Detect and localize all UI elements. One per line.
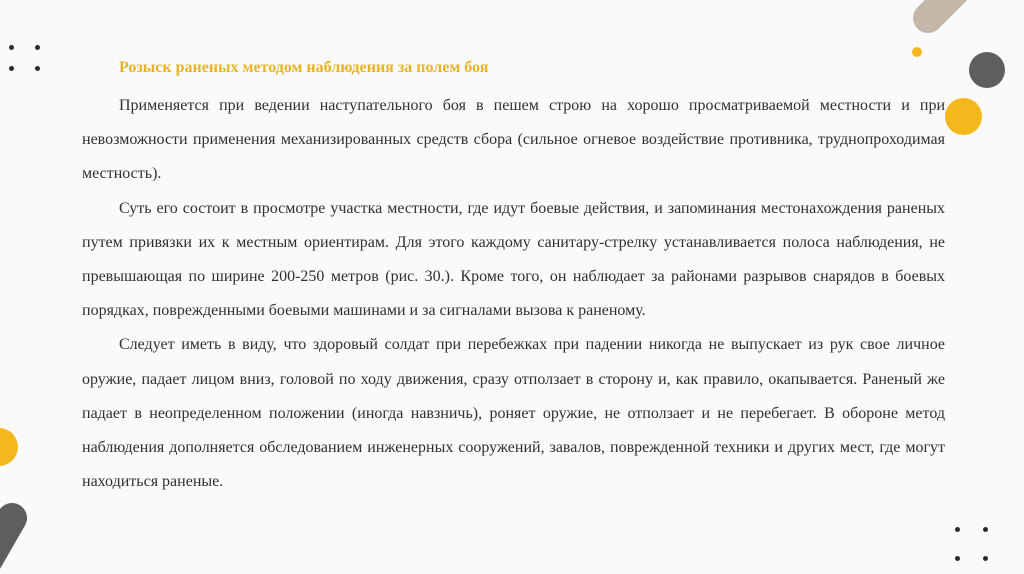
- slide-heading: Розыск раненых методом наблюдения за полем боя: [119, 59, 489, 76]
- decor-dot: [955, 527, 960, 532]
- slide-content: [82, 55, 945, 499]
- yellow-half-circle-left: [0, 428, 18, 466]
- decor-dot: [955, 556, 960, 561]
- decor-dot: [35, 45, 40, 50]
- decor-dot: [983, 527, 988, 532]
- gray-circle: [969, 52, 1005, 88]
- paragraph-distinction: Следует иметь в виду, что здоровый солдат при перебежках при падении никогда не выпускает из рук свое личное оружие, падает лицом вниз, головой по ходу движения, сразу отползает в сторону и, как правило, окапывается. Раненый же падает в неопределенном положении (иногда навзничь), роняет оружие, не отползает и не перебегает. В обороне метод наблюдения дополняется обследованием инженерных сооружений, завалов, поврежденной техники и других мест, где могут находиться раненые.: [82, 336, 945, 491]
- decor-dot: [983, 556, 988, 561]
- gray-pill-shape: [0, 480, 50, 574]
- decor-dot: [9, 66, 14, 71]
- decor-dot: [9, 45, 14, 50]
- decor-dot: [35, 66, 40, 71]
- paragraph-essence: Суть его состоит в просмотре участка местности, где идут боевые действия, и запоминания местонахождения раненых путем привязки их к местным ориентирам. Для этого каждому санитару-стрелку устанавливается полоса наблюдения, не превышающая по ширине 200-250 метров (рис. 30.). Кроме того, он наблюдает за районами разрывов снарядов в боевых порядках, поврежденными боевыми машинами и за сигналами вызова к раненому.: [82, 199, 945, 320]
- yellow-circle-right: [945, 98, 982, 135]
- paragraph-application: Применяется при ведении наступательного боя в пешем строю на хорошо просматриваемой местности и при невозможности применения механизированных средств сбора (сильное огневое воздействие противника, труднопроходимая местность).: [82, 97, 945, 183]
